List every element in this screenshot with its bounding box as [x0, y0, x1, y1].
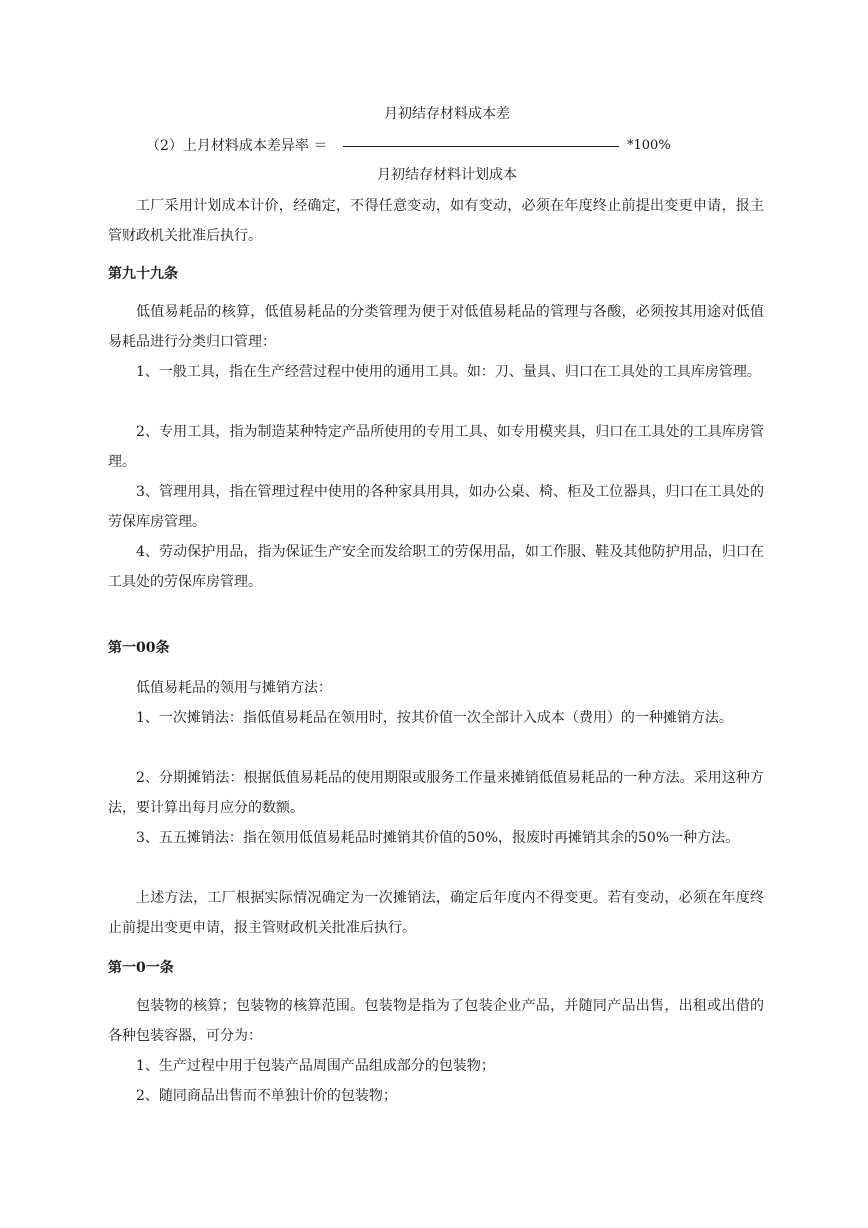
formula-denominator: 月初结存材料计划成本	[377, 167, 517, 183]
article-101-heading: 第一0一条	[108, 960, 174, 976]
paragraph-special-tools: 2、专用工具，指为制造某种特定产品所使用的专用工具、如专用模夹具，归口在工具处的工具库房管理。	[108, 424, 764, 470]
paragraph-general-tools: 1、一般工具，指在生产经营过程中使用的通用工具。如：刀、量具、归口在工具处的工具库房管理。	[136, 364, 761, 380]
article-100-heading: 第一00条	[108, 640, 170, 656]
paragraph-one-time-method: 1、一次摊销法：指低值易耗品在领用时，按其价值一次全部计入成本（费用）的一种摊销方法。	[136, 710, 733, 726]
paragraph-packaging-item-2: 2、随同商品出售而不单独计价的包装物；	[136, 1088, 397, 1104]
paragraph-method-choice: 上述方法，工厂根据实际情况确定为一次摊销法，确定后年度内不得变更。若有变动，必须在年度终止前提出变更申请，报主管财政机关批准后执行。	[108, 890, 764, 936]
fraction-bar	[343, 146, 619, 147]
paragraph-cost-pricing: 工厂采用计划成本计价，经确定，不得任意变动，如有变动，必须在年度终止前提出变更申请，报主管财政机关批准后执行。	[108, 198, 764, 244]
paragraph-packaging-item-1: 1、生产过程中用于包装产品周围产品组成部分的包装物；	[136, 1058, 495, 1074]
formula-suffix: *100%	[627, 138, 671, 153]
paragraph-packaging: 包装物的核算；包装物的核算范围。包装物是指为了包装企业产品，并随同产品出售，出租或出借的各种包装容器，可分为：	[108, 998, 764, 1044]
formula-numerator: 月初结存材料成本差	[384, 106, 510, 122]
paragraph-protective-items: 4、劳动保护用品，指为保证生产安全而发给职工的劳保用品，如工作服、鞋及其他防护用品，归口在工具处的劳保库房管理。	[108, 544, 764, 590]
formula-label: （2）上月材料成本差异率 ＝	[146, 138, 328, 154]
paragraph-low-value-items: 低值易耗品的核算，低值易耗品的分类管理为便于对低值易耗品的管理与各酸，必须按其用途对低值易耗品进行分类归口管理：	[108, 304, 764, 350]
article-99-heading: 第九十九条	[108, 266, 178, 282]
paragraph-amortization-methods: 低值易耗品的领用与摊销方法：	[136, 680, 332, 696]
paragraph-fifty-fifty-method: 3、五五摊销法：指在领用低值易耗品时摊销其价值的50%，报废时再摊销其余的50%一种方法。	[136, 830, 740, 846]
paragraph-installment-method: 2、分期摊销法：根据低值易耗品的使用期限或服务工作量来摊销低值易耗品的一种方法。采用这种方法，要计算出每月应分的数额。	[108, 770, 764, 816]
paragraph-management-tools: 3、管理用具，指在管理过程中使用的各种家具用具，如办公桌、椅、柜及工位器具，归口在工具处的劳保库房管理。	[108, 484, 764, 530]
